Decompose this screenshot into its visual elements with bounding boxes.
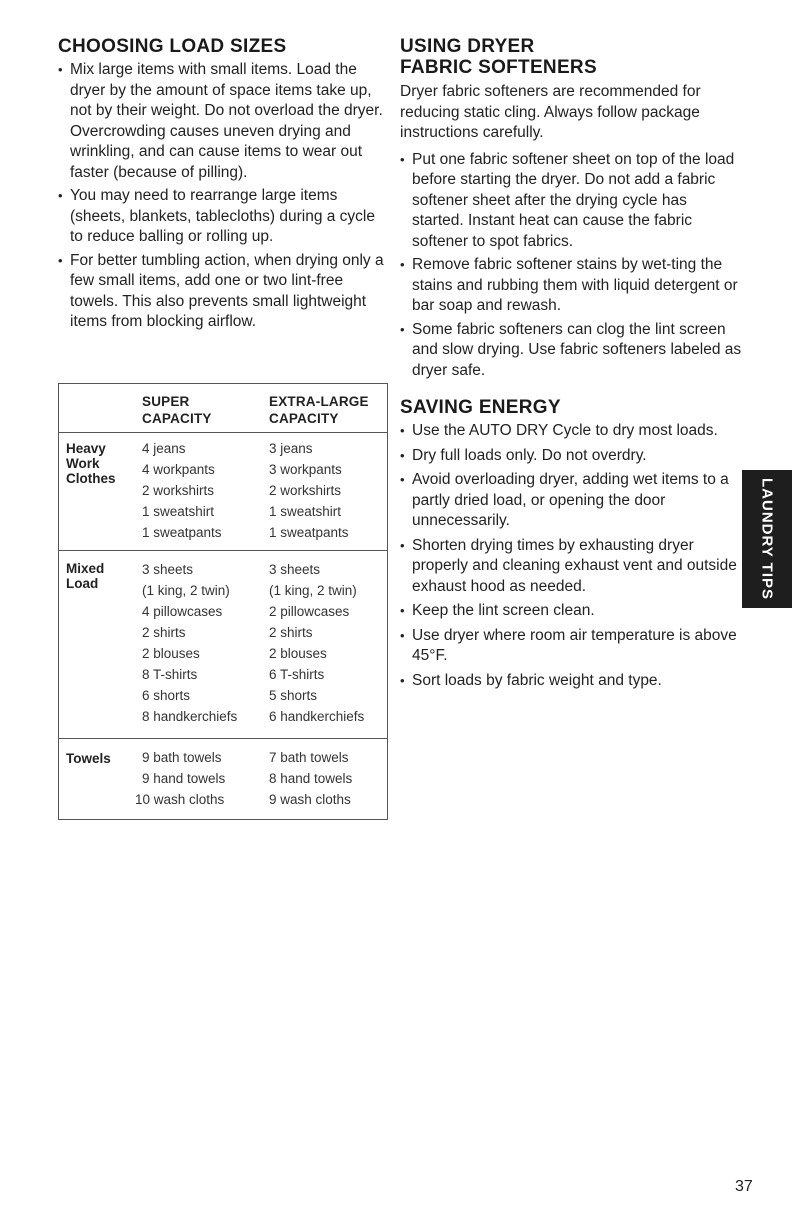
table-cell: (1 king, 2 twin): [269, 583, 357, 598]
table-cell: 3 sheets: [269, 562, 321, 577]
header-extra-large-capacity: EXTRA-LARGE CAPACITY: [269, 394, 369, 426]
table-cell: 2 shirts: [142, 625, 186, 640]
side-tab-label: LAUNDRY TIPS: [758, 477, 776, 600]
choosing-title: CHOOSING LOAD SIZES: [58, 36, 287, 57]
header-super-capacity: SUPER CAPACITY: [142, 394, 212, 426]
table-cell: 4 pillowcases: [142, 604, 223, 619]
right-column: [400, 36, 742, 691]
table-cell: 7 bath towels: [269, 750, 349, 765]
softeners-bullet: • Remove fabric softener stains by wet-ting the stains and rubbing them with liquid detergent or bar soap and rewash.: [400, 255, 742, 317]
table-cell: 2 pillowcases: [269, 604, 350, 619]
choosing-list: [58, 60, 392, 333]
load-size-table: [58, 383, 388, 820]
table-cell: 2 workshirts: [142, 483, 215, 498]
table-cell: 9 bath towels: [142, 750, 222, 765]
table-cell: 6 shorts: [142, 688, 191, 703]
table-cell: 2 shirts: [269, 625, 313, 640]
choosing-bullet: • You may need to rearrange large items (sheets, blankets, tablecloths) during a cycle to reduce balling or rolling up.: [58, 186, 392, 248]
table-cell: 8 handkerchiefs: [142, 709, 238, 724]
table-cell: 3 jeans: [269, 441, 313, 456]
table-cell: 8 hand towels: [269, 771, 353, 786]
energy-bullet: • Shorten drying times by exhausting dryer properly and cleaning exhaust vent and outside exhaust hood as needed.: [400, 536, 742, 598]
group-mixed-load: [59, 551, 387, 739]
energy-bullet: • Use the AUTO DRY Cycle to dry most loads.: [400, 421, 742, 442]
page-number: 37: [735, 1178, 753, 1195]
table-cell: 2 workshirts: [269, 483, 342, 498]
table-cell: 5 shorts: [269, 688, 318, 703]
energy-bullet: • Keep the lint screen clean.: [400, 601, 742, 622]
choosing-load-sizes-section: [58, 36, 392, 333]
table-cell: 10 wash cloths: [135, 792, 225, 807]
choosing-bullet: • For better tumbling action, when drying only a few small items, add one or two lint-free towels. This also prevents small lightweight items from blocking airflow.: [58, 251, 392, 333]
table-cell: 6 T-shirts: [269, 667, 325, 682]
energy-bullet: • Avoid overloading dryer, adding wet items to a partly dried load, or opening the door unnecessarily.: [400, 470, 742, 532]
energy-list: [400, 421, 742, 691]
table-cell: 3 workpants: [269, 462, 342, 477]
energy-bullet: • Dry full loads only. Do not overdry.: [400, 446, 742, 467]
softeners-bullet: • Put one fabric softener sheet on top of the load before starting the dryer. Do not add a fabric softener sheet after the drying cycle has started. Instant heat can cause the fabric softener to spot fabrics.: [400, 150, 742, 253]
table-cell: 8 T-shirts: [142, 667, 198, 682]
category-label: Heavy Work Clothes: [66, 441, 116, 486]
table-cell: 2 blouses: [269, 646, 327, 661]
table-cell: 6 handkerchiefs: [269, 709, 365, 724]
category-label: Mixed Load: [66, 561, 105, 591]
choosing-bullet: • Mix large items with small items. Load the dryer by the amount of space items take up, not by their weight. Do not overload the dryer. Overcrowding causes uneven drying and wrinkling, and can cause items to wear out faster (because of pilling).: [58, 60, 392, 183]
group-towels: [59, 739, 387, 821]
table-cell: 3 sheets: [142, 562, 194, 577]
table-cell: 9 wash cloths: [269, 792, 351, 807]
table-cell: 2 blouses: [142, 646, 200, 661]
table-cell: 4 workpants: [142, 462, 215, 477]
group-heavy-work-clothes: [59, 433, 387, 551]
energy-title: SAVING ENERGY: [400, 397, 561, 418]
table-cell: 1 sweatpants: [269, 525, 349, 540]
energy-bullet: • Sort loads by fabric weight and type.: [400, 671, 742, 692]
softeners-list: [400, 150, 742, 382]
table-cell: 1 sweatshirt: [142, 504, 215, 519]
softeners-title: USING DRYER FABRIC SOFTENERS: [400, 36, 597, 78]
laundry-tips-side-tab: [742, 470, 792, 608]
softeners-bullet: • Some fabric softeners can clog the lint screen and slow drying. Use fabric softeners labeled as dryer safe.: [400, 320, 742, 382]
table-cell: 4 jeans: [142, 441, 186, 456]
table-cell: (1 king, 2 twin): [142, 583, 230, 598]
energy-bullet: • Use dryer where room air temperature is above 45°F.: [400, 626, 742, 667]
table-cell: 1 sweatshirt: [269, 504, 342, 519]
table-cell: 9 hand towels: [142, 771, 226, 786]
category-label: Towels: [66, 751, 111, 766]
table-header: [59, 384, 387, 433]
softeners-intro: Dryer fabric softeners are recommended for reducing static cling. Always follow package instructions carefully.: [400, 83, 701, 141]
table-cell: 1 sweatpants: [142, 525, 222, 540]
